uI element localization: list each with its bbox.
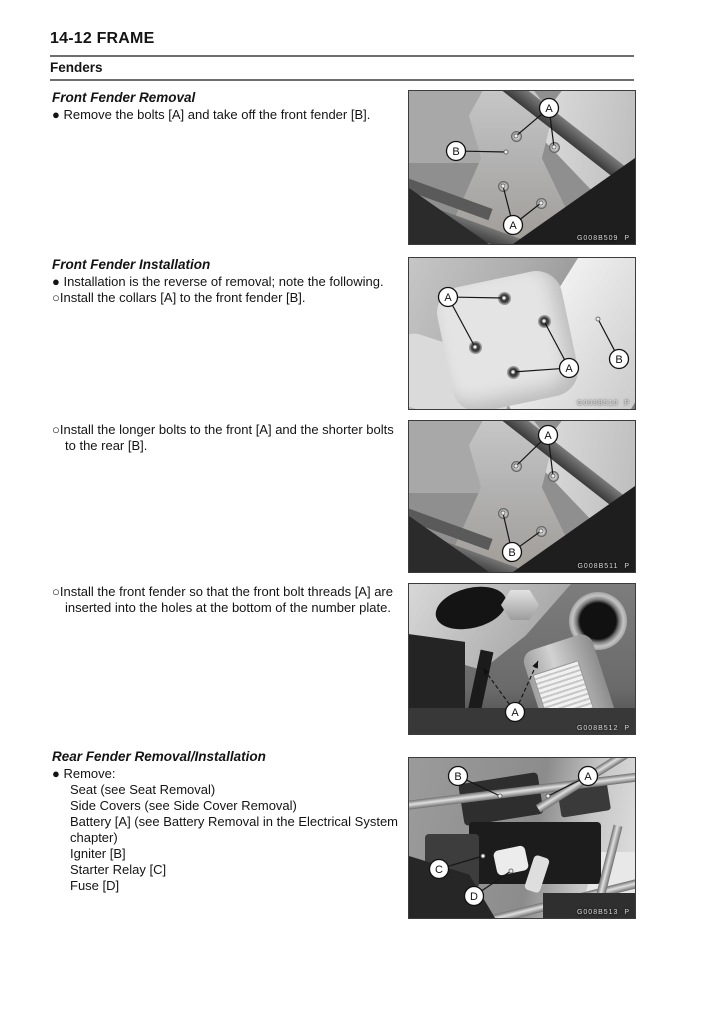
figure-callout-overlay (409, 258, 635, 409)
figure-code: G008B509 P (576, 235, 630, 242)
procedure-step: ○Install the front fender so that the front bolt threads [A] are (52, 584, 393, 599)
svg-text:A: A (584, 771, 592, 783)
figure-code: G008B512 P (576, 725, 630, 732)
figure-front-fender-bolts (408, 420, 636, 573)
procedure-step: ○Install the longer bolts to the front [A] and the shorter bolts (52, 422, 394, 437)
procedure-step: ● Remove: (52, 766, 116, 781)
procedure-step: ○Install the collars [A] to the front fender [B]. (52, 290, 306, 305)
figure-callout-overlay (409, 91, 635, 244)
procedure-step-continued: to the rear [B]. (65, 438, 148, 453)
list-item: Seat (see Seat Removal) (70, 782, 216, 797)
chapter-title: 14-12 FRAME (50, 30, 155, 47)
svg-text:B: B (454, 771, 462, 783)
svg-text:A: A (565, 363, 573, 375)
divider (50, 79, 634, 81)
figure-callout-overlay (409, 758, 635, 918)
figure-code: G008B510 P (576, 400, 630, 407)
procedure-step-continued: inserted into the holes at the bottom of the number plate. (65, 600, 391, 615)
procedure-step: ● Remove the bolts [A] and take off the front fender [B]. (52, 107, 371, 122)
svg-text:A: A (511, 707, 519, 719)
figure-front-bolt-threads (408, 583, 636, 735)
svg-text:B: B (615, 354, 623, 366)
list-item: Fuse [D] (70, 878, 120, 893)
figure-front-fender-removal (408, 90, 636, 245)
svg-text:C: C (435, 864, 443, 876)
list-item: Starter Relay [C] (70, 862, 167, 877)
procedure-heading-front-fender-installation: Front Fender Installation (52, 257, 211, 272)
section-title: Fenders (50, 60, 103, 75)
list-item: Side Covers (see Side Cover Removal) (70, 798, 297, 813)
figure-rear-fender-components (408, 757, 636, 919)
divider (50, 55, 634, 57)
svg-text:D: D (470, 891, 478, 903)
svg-text:A: A (545, 103, 553, 115)
svg-text:B: B (508, 547, 516, 559)
figure-front-fender-collars (408, 257, 636, 410)
figure-callout-overlay (409, 421, 635, 572)
svg-text:A: A (509, 220, 517, 232)
svg-text:A: A (544, 430, 552, 442)
procedure-step: ● Installation is the reverse of removal; note the following. (52, 274, 384, 289)
list-item: Battery [A] (see Battery Removal in the Electrical System (70, 814, 399, 829)
figure-code: G008B513 P (576, 909, 630, 916)
list-item: Igniter [B] (70, 846, 126, 861)
svg-text:A: A (444, 292, 452, 304)
figure-callout-overlay (409, 584, 635, 734)
figure-code: G008B511 P (577, 563, 630, 570)
svg-text:B: B (452, 146, 460, 158)
procedure-heading-rear-fender: Rear Fender Removal/Installation (52, 749, 266, 764)
procedure-heading-front-fender-removal: Front Fender Removal (52, 90, 196, 105)
list-item-continued: chapter) (70, 830, 118, 845)
